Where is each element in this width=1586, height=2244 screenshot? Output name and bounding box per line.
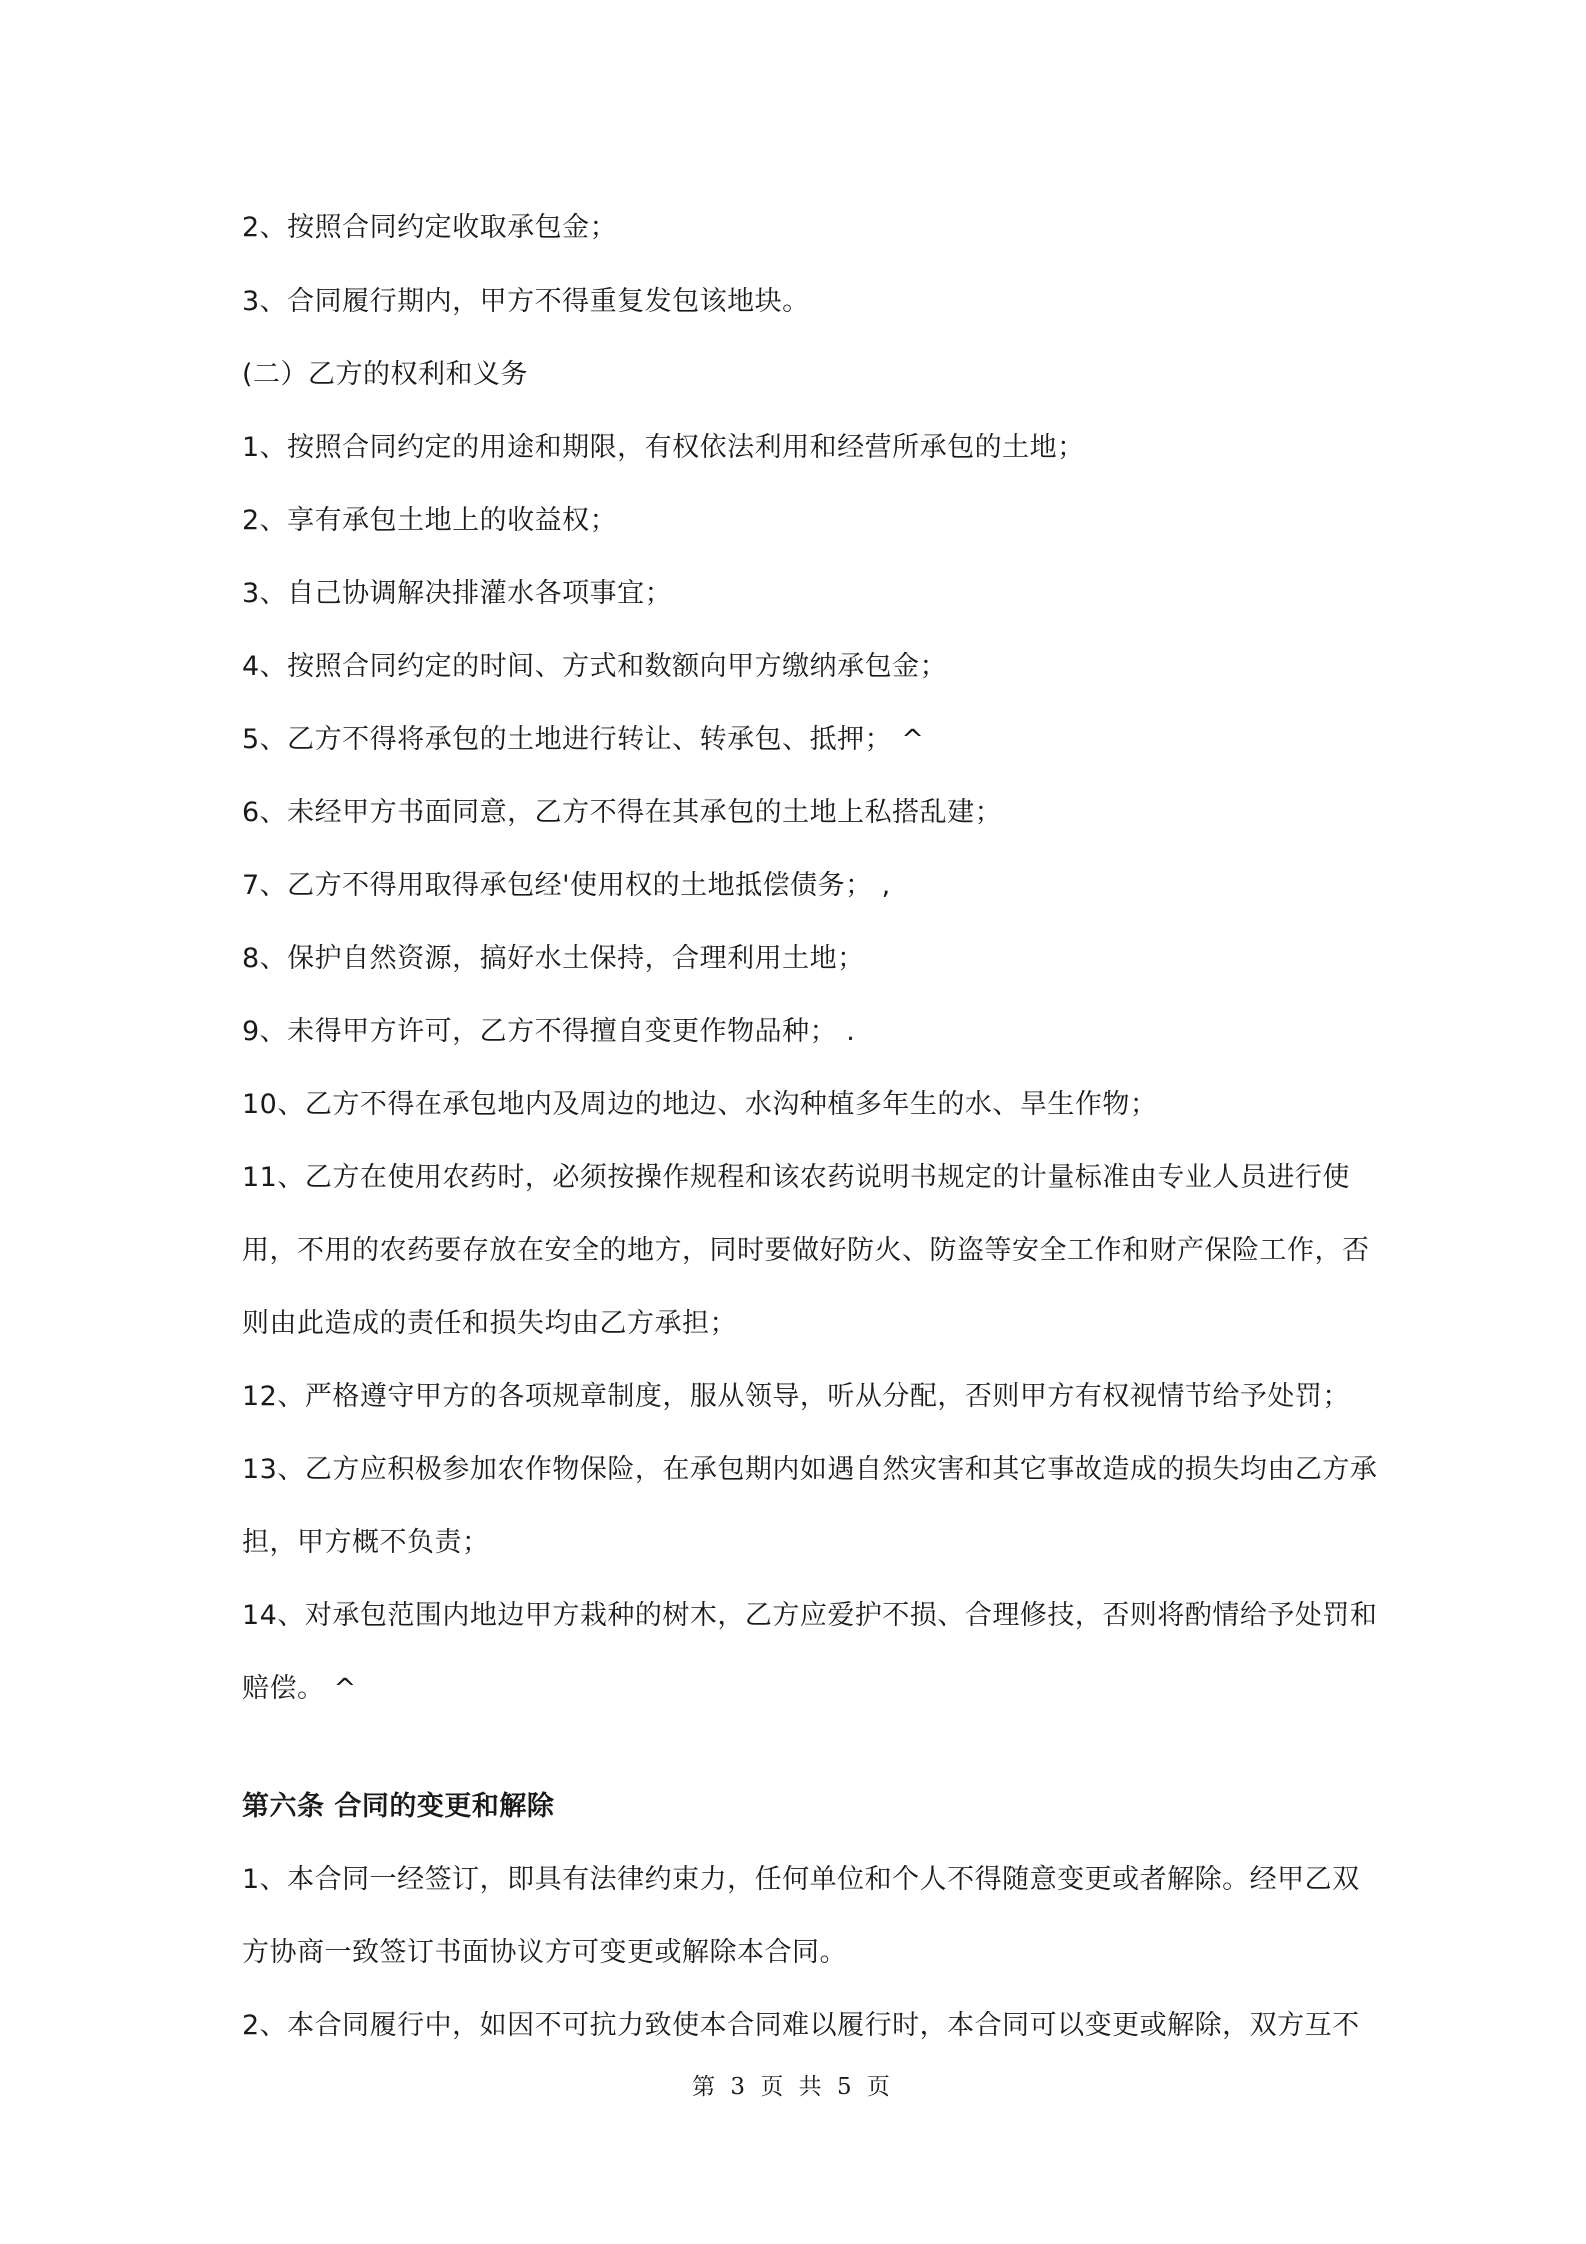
paragraph-line: 13、乙方应积极参加农作物保险，在承包期内如遇自然灾害和其它事故造成的损失均由乙方承: [242, 1454, 1378, 1485]
paragraph-line: 3、合同履行期内，甲方不得重复发包该地块。: [242, 286, 810, 317]
paragraph-line: 4、按照合同约定的时间、方式和数额向甲方缴纳承包金；: [242, 651, 948, 682]
paragraph-line: 5、乙方不得将承包的土地进行转让、转承包、抵押； ^: [242, 724, 925, 755]
paragraph-line: 9、未得甲方许可，乙方不得擅自变更作物品种； .: [242, 1016, 856, 1047]
paragraph-line: 方协商一致签订书面协议方可变更或解除本合同。: [242, 1937, 847, 1968]
paragraph-line: 14、对承包范围内地边甲方栽种的树木，乙方应爱护不损、合理修技，否则将酌情给予处罚和: [242, 1600, 1378, 1631]
subsection-heading: (二）乙方的权利和义务: [242, 359, 529, 390]
paragraph-line: 3、自己协调解决排灌水各项事宜；: [242, 578, 673, 609]
paragraph-line: 2、享有承包土地上的收益权；: [242, 505, 618, 536]
section-heading: 第六条 合同的变更和解除: [242, 1791, 555, 1822]
paragraph-line: 担，甲方概不负责；: [242, 1527, 490, 1558]
paragraph-line: 10、乙方不得在承包地内及周边的地边、水沟种植多年生的水、旱生作物；: [242, 1089, 1158, 1120]
paragraph-line: 11、乙方在使用农药时，必须按操作规程和该农药说明书规定的计量标准由专业人员进行使: [242, 1162, 1350, 1193]
paragraph-line: 6、未经甲方书面同意，乙方不得在其承包的土地上私搭乱建；: [242, 797, 1003, 828]
paragraph-line: 1、本合同一经签订，即具有法律约束力，任何单位和个人不得随意变更或者解除。经甲乙双: [242, 1864, 1360, 1895]
paragraph-line: 2、本合同履行中，如因不可抗力致使本合同难以履行时，本合同可以变更或解除，双方互不: [242, 2010, 1360, 2041]
paragraph-line: 赔偿。 ^: [242, 1673, 357, 1704]
paragraph-line: 7、乙方不得用取得承包经'使用权的土地抵偿债务； ,: [242, 870, 891, 901]
paragraph-line: 12、严格遵守甲方的各项规章制度，服从领导，听从分配，否则甲方有权视情节给予处罚；: [242, 1381, 1350, 1412]
paragraph-line: 2、按照合同约定收取承包金；: [242, 212, 618, 243]
paragraph-line: 用，不用的农药要存放在安全的地方，同时要做好防火、防盗等安全工作和财产保险工作，否: [242, 1235, 1370, 1266]
paragraph-line: 则由此造成的责任和损失均由乙方承担；: [242, 1308, 737, 1339]
page-number-footer: 第 3 页 共 5 页: [692, 2074, 894, 2100]
paragraph-line: 1、按照合同约定的用途和期限，有权依法利用和经营所承包的土地；: [242, 432, 1085, 463]
paragraph-line: 8、保护自然资源，搞好水土保持，合理利用土地；: [242, 943, 865, 974]
